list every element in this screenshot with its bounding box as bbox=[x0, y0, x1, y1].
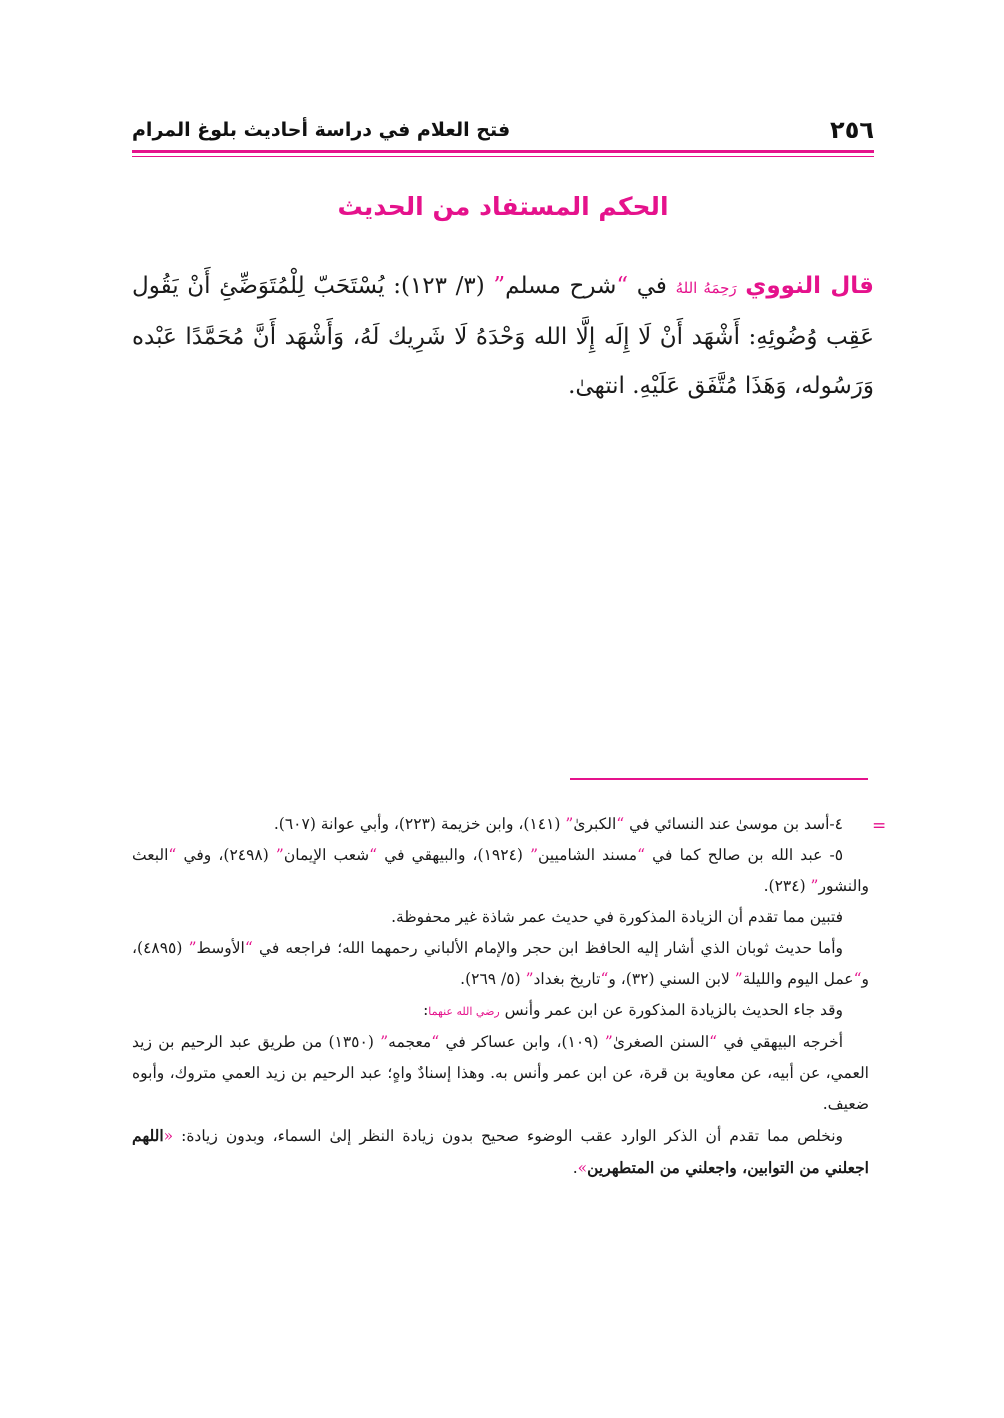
fn-source: الأوسط bbox=[196, 939, 245, 957]
source-title: شرح مسلم bbox=[505, 273, 617, 299]
fn-source: عمل اليوم والليلة bbox=[742, 970, 854, 988]
main-paragraph bbox=[132, 262, 874, 411]
fn-text: (١٠٩)، وابن عساكر في bbox=[439, 1033, 605, 1051]
fn-text: (٢٣٤). bbox=[763, 877, 811, 895]
fn-source: الكبرىٰ bbox=[573, 815, 617, 833]
fn-text: (٤٨٩٥)، و bbox=[132, 939, 869, 988]
footnote-paragraph bbox=[132, 933, 869, 995]
quote-close: ” bbox=[275, 846, 284, 864]
fn-source: تاريخ بغداد bbox=[533, 970, 601, 988]
fn-text: أخرجه البيهقي في bbox=[717, 1033, 843, 1051]
fn-text: لابن السني (٣٢)، و bbox=[608, 970, 735, 988]
honorific-glyph: رضي الله عنهما bbox=[428, 1005, 500, 1018]
quote-open: “ bbox=[600, 970, 609, 988]
quote-close: ” bbox=[734, 970, 743, 988]
quote-open: “ bbox=[853, 970, 862, 988]
fn-source: معجمه bbox=[388, 1033, 432, 1051]
fn-text: ٤-أسد بن موسىٰ عند النسائي في bbox=[624, 815, 843, 833]
quote-close: ” bbox=[810, 877, 819, 895]
quote-open: “ bbox=[369, 846, 378, 864]
fn-text: (١٣٥٠) من طريق عبد الرحيم بن زيد العمي، عن أبيه، عن معاوية بن قرة، عن ابن عمر وأنس به. وهذا إسنادٌ واهٍ؛ عبد الرحيم بن زيد العمي متروك، وأبوه ضعيف. bbox=[132, 1033, 869, 1113]
footnote-separator bbox=[570, 778, 868, 780]
fn-source: البعث والنشور bbox=[132, 846, 869, 895]
fn-text: (٥/ ٢٦٩). bbox=[460, 970, 526, 988]
footnote-paragraph bbox=[132, 995, 869, 1027]
honorific-glyph: رَحِمَهُ اللهُ bbox=[675, 279, 737, 297]
fn-source: السنن الصغرىٰ bbox=[612, 1033, 710, 1051]
main-text-part: في bbox=[628, 273, 676, 299]
fn-text: (١٩٢٤)، والبيهقي في bbox=[377, 846, 531, 864]
quote-close: ” bbox=[530, 846, 538, 864]
fn-source: مسند الشاميين bbox=[538, 846, 638, 864]
quote-close: ” bbox=[380, 1033, 389, 1051]
footnote-paragraph: فتبين مما تقدم أن الزيادة المذكورة في حديث عمر شاذة غير محفوظة. bbox=[391, 908, 843, 926]
quote-close: ” bbox=[565, 815, 574, 833]
header-rule-thin bbox=[132, 156, 874, 157]
fn-text: : bbox=[423, 1001, 429, 1019]
footnote-paragraph bbox=[132, 809, 869, 840]
quote-open: “ bbox=[244, 939, 253, 957]
page-header bbox=[132, 112, 874, 148]
fn-text: وأما حديث ثوبان الذي أشار إليه الحافظ ابن حجر والإمام الألباني رحمهما الله؛ فراجعه في bbox=[252, 939, 843, 957]
page-number: ٢٥٦ bbox=[830, 116, 874, 144]
quote-open: “ bbox=[431, 1033, 440, 1051]
fn-source: شعب الإيمان bbox=[283, 846, 370, 864]
quote-close: ” bbox=[188, 939, 197, 957]
running-title: فتح العلام في دراسة أحاديث بلوغ المرام bbox=[132, 119, 511, 141]
quote-open: “ bbox=[637, 846, 646, 864]
main-text-part: (٣/ ١٢٣): يُسْتَحَبّ لِلْمُتَوَضِّئِ أَنْ يَقُول عَقِب وُضُوئِهِ: أَشْهَد أَنْ لَا إِلَه إِلَّا الله وَحْدَهُ لَا شَرِيك لَهُ، وَأَشْهَد أَنَّ مُحَمَّدًا عَبْده وَرَسُوله، وَهَذَا مُتَّفَق عَلَيْهِ. انتهىٰ. bbox=[132, 273, 874, 399]
quote-open: “ bbox=[616, 815, 625, 833]
quote-open: « bbox=[163, 1127, 174, 1145]
quote-close: ” bbox=[525, 970, 534, 988]
quote-close: ” bbox=[493, 273, 506, 299]
quote-open: “ bbox=[709, 1033, 718, 1051]
fn-text: ونخلص مما تقدم أن الذكر الوارد عقب الوضوء صحيح بدون زيادة النظر إلىٰ السماء، وبدون زيادة: bbox=[173, 1127, 843, 1145]
footnote-paragraph bbox=[132, 1027, 869, 1120]
footnote-paragraph bbox=[132, 1120, 869, 1184]
fn-text: وقد جاء الحديث بالزيادة المذكورة عن ابن عمر وأنس bbox=[499, 1001, 843, 1019]
section-heading: الحكم المستفاد من الحديث bbox=[337, 192, 669, 221]
header-rule-thick bbox=[132, 150, 874, 153]
footnote-paragraph bbox=[132, 840, 869, 902]
quote-close: » bbox=[577, 1159, 588, 1177]
fn-text: (١٤١)، وابن خزيمة (٢٢٣)، وأبي عوانة (٦٠٧). bbox=[273, 815, 566, 833]
quote-close: ” bbox=[604, 1033, 613, 1051]
quote-open: “ bbox=[168, 846, 177, 864]
supplication-text: اللهم اجعلني من التوابين، واجعلني من المتطهرين bbox=[132, 1126, 869, 1177]
speaker-name: قال النووي bbox=[745, 273, 874, 299]
fn-text: ٥- عبد الله بن صالح كما في bbox=[645, 846, 844, 864]
footnotes bbox=[132, 809, 869, 1184]
fn-text: (٢٤٩٨)، وفي bbox=[176, 846, 276, 864]
fn-text: . bbox=[572, 1159, 578, 1177]
continuation-mark: = bbox=[872, 816, 887, 836]
quote-open: “ bbox=[616, 273, 629, 299]
